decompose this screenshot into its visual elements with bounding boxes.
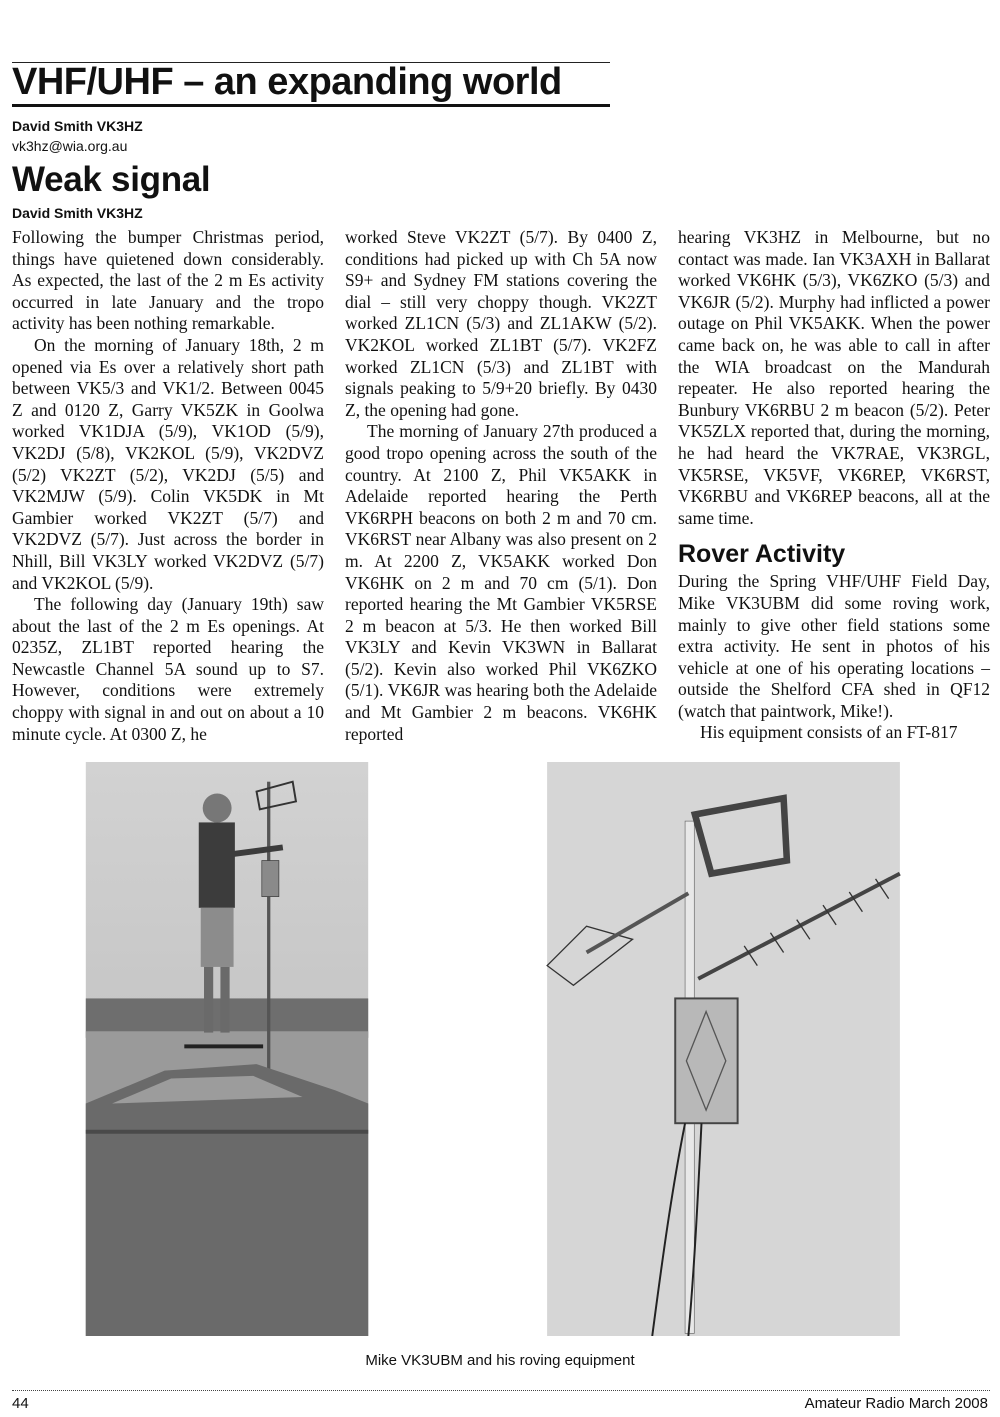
paragraph: On the morning of January 18th, 2 m opened via Es over a relatively short path between VK5/3 and VK1/2. Between 0045 Z and 0120 Z, Garry VK5ZK in Goolwa worked VK1DJA (5/9), VK1OD (5/9), VK2DJ (5/8), VK2KOL (5/9), VK2DVZ (5/2) VK2ZT (5/2), VK2DJ (5/5) and VK2MJW (5/9). Colin VK5DK in Mt Gambier worked VK2ZT (5/7) and VK2DVZ (5/7). Just across the border in Nhill, Bill VK3LY worked VK2DVZ (5/7) and VK2KOL (5/9).: [12, 334, 324, 593]
photo-caption: Mike VK3UBM and his roving equipment: [365, 1352, 635, 1369]
rover-activity-heading: Rover Activity: [678, 540, 846, 569]
paragraph: hearing VK3HZ in Melbourne, but no contact was made. Ian VK3AXH in Ballarat worked VK6HK (5/3), VK6ZKO (5/3) and VK6JR (5/2). Murphy had inflicted a power outage on Phil VK5AKK. When the power came back on, he was able to call in after the WIA broadcast on the Mandurah repeater. He also reported hearing the Bunbury VK6RBU 2 m beacon (5/2). Peter VK5ZLX reported that, during the morning, he had heard the VK7RAE, VK3RGL, VK5RSE, VK5VF, VK6REP, VK6RST, VK6RBU and VK6REP beacons, all at the same time.: [678, 227, 990, 528]
photo-antenna-array: [455, 762, 992, 1336]
paragraph: worked Steve VK2ZT (5/7). By 0400 Z, conditions had picked up with Ch 5A now S9+ and Sydney FM stations covering the dial – still very choppy though. VK2ZT worked ZL1CN (5/3) and ZL1AKW (5/2). VK2KOL worked ZL1BT (5/7). VK2FZ worked ZL1CN (5/3) and ZL1BT with signals peaking to 5/9+20 briefly. By 0430 Z, the opening had gone.: [345, 227, 657, 420]
paragraph: Following the bumper Christmas period, things have quietened down considerably. As expected, the last of the 2 m Es activity occurred in late January and the tropo activity has been nothing remarkable.: [12, 227, 324, 334]
paragraph: The following day (January 19th) saw about the last of the 2 m Es openings. At 0235Z, ZL1BT reported hearing the Newcastle Channel 5A sound up to S7. However, conditions were extremely choppy with signal in and out on about a 10 minute cycle. At 0300 Z, he: [12, 594, 324, 744]
article-author: David Smith VK3HZ: [12, 205, 143, 221]
photo-man-on-car: [12, 762, 442, 1336]
header-email: vk3hz@wia.org.au: [12, 138, 128, 154]
page-number: 44: [12, 1395, 29, 1412]
footer-rule: [12, 1390, 990, 1391]
title-underline: [12, 104, 610, 107]
magazine-issue: Amateur Radio March 2008: [804, 1395, 988, 1412]
header-author: David Smith VK3HZ: [12, 118, 143, 134]
article-title: Weak signal: [12, 160, 211, 199]
paragraph: The morning of January 27th produced a good tropo opening across the south of the country. At 2100 Z, Phil VK5AKK in Adelaide reported hearing the Perth VK6RPH beacons on both 2 m and 70 cm. VK6RST near Albany was also present on 2 m. At 2200 Z, VK5AKK worked Don VK6HK on 2 m and 70 cm (5/1). Don reported hearing the Mt Gambier VK5RSE 2 m beacon at 5/3. He then worked Bill VK3LY and Kevin VK3WN in Ballarat (5/2). Kevin also worked Phil VK6ZKO (5/1). VK6JR was hearing both the Adelaide and Mt Gambier 2 m beacons. VK6HK reported: [345, 421, 657, 744]
paragraph: His equipment consists of an FT-817: [700, 722, 958, 743]
column-2: [345, 227, 657, 745]
column-3: [678, 227, 990, 744]
column-1: [12, 227, 324, 745]
page-title: VHF/UHF – an expanding world: [12, 61, 562, 103]
paragraph: During the Spring VHF/UHF Field Day, Mike VK3UBM did some roving work, mainly to give other field stations some extra activity. He sent in photos of his vehicle at one of his operating locations – outside the Shelford CFA shed in QF12 (watch that paintwork, Mike!).: [678, 571, 990, 721]
